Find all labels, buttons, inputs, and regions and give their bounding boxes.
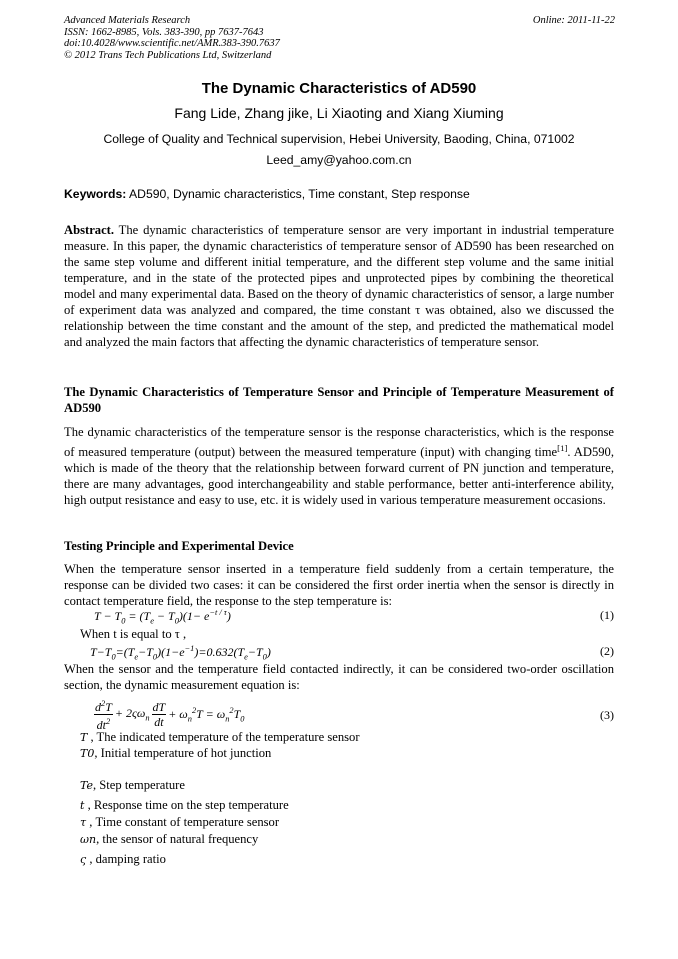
section1-heading: The Dynamic Characteristics of Temperature Sensor and Principle of Temperature Measurement of AD590 [64,385,614,415]
section2-heading: Testing Principle and Experimental Device [64,539,294,553]
symbol-T0: T0 [80,747,95,760]
abstract-label: Abstract. [64,223,115,237]
author-email: Leed_amy@yahoo.com.cn [266,153,412,167]
definition-T: T , The indicated temperature of the temperature sensor [80,730,360,744]
paper-authors: Fang Lide, Zhang jike, Li Xiaoting and Xiang Xiuming [174,105,504,121]
journal-header [64,15,280,61]
paper-affiliation: College of Quality and Technical supervision, Hebei University, Baoding, China, 071002 [103,132,575,146]
section1-text-b: . AD590, which is made of the theory that the relationship between forward current of PN junction and temperature, there are many advantages, good interchangeability and stable performance, better anti-interference ability, high output resistance and easy to use, etc. it is widely used in various temperature measurement occasions. [64,445,614,508]
when-tau-line: When t is equal to τ , [80,627,187,641]
section1-paragraph [64,424,614,508]
equation-1 [64,608,614,624]
symbol-tau: τ [80,816,87,829]
symbol-T: T [80,731,88,744]
symbol-t: t [80,799,85,812]
equation-2 [64,644,614,660]
symbol-zeta: ς [80,853,87,866]
definition-Te: Te, Step temperature [80,778,185,792]
journal-issn: ISSN: 1662-8985, Vols. 383-390, pp 7637-7643 [64,26,264,38]
symbol-Te: Te [80,779,93,792]
symbol-omega: ωn [80,833,97,846]
journal-doi: doi:10.4028/www.scientific.net/AMR.383-390.7637 [64,38,280,49]
definition-tau: τ , Time constant of temperature sensor [80,815,280,829]
definition-zeta: ς , damping ratio [80,852,166,866]
definition-t: t , Response time on the step temperature [80,798,289,812]
equation-1-number: (1) [600,608,614,622]
abstract-text: The dynamic characteristics of temperature sensor are very important in industrial temperature measure. In this paper, the dynamic characteristics of temperature sensor of AD590 has been researched on the same step volume and different initial temperature, and the different step volume and the same initial temperature, and in the state of the protected pipes and unprotected pipes by combining the theoretical model and many experimental data. Based on the theory of dynamic characteristics of sensor, a large number of experiment data was analyzed and compared, the time constant τ was obtained, also we discussed the relationship between the time constant and the amount of the step, and predicted the mathematical model and analyzed the main factors that affecting the dynamic characteristics of temperature sensor. [64,223,614,349]
keywords-text: AD590, Dynamic characteristics, Time constant, Step response [126,187,470,201]
equation-1-formula: $T - T_0 = (T_e - T_0)(1- e^{-t / \tau})$ [94,608,231,626]
equation-3-formula: $\frac{d^2T}{dt^2}$ + $2\varsigma\omega_n$ $\frac{dT}{dt}$ + $\omega_n^2T = \omega_n^2T_0$ [95,699,245,732]
keywords-line [64,187,616,201]
citation-ref: [1] [557,443,568,453]
section2-paragraph: When the temperature sensor inserted in a temperature field suddenly from a certain temperature, the response can be divided two cases: it can be considered the first order inertia when the sensor is directly in contact temperature field, the response to the step temperature is: [64,562,614,608]
journal-copyright: © 2012 Trans Tech Publications Ltd, Switzerland [64,49,272,61]
section2-paragraph-2: When the sensor and the temperature field contacted indirectly, it can be considered two-order oscillation section, the dynamic measurement equation is: [64,662,614,692]
equation-3-number: (3) [600,708,614,722]
equation-2-number: (2) [600,644,614,658]
equation-2-formula: $T-T_0=(T_e-T_0)(1-e^{-1})=0.632(T_e-T_0)$ [90,644,271,662]
section1-text-a: The dynamic characteristics of the temperature sensor is the response characteristics, which is the response of measured temperature (output) between the measured temperature (input) with changing time [64,425,614,460]
abstract-paragraph [64,222,614,350]
keywords-label: Keywords: [64,187,127,201]
journal-name: Advanced Materials Research [64,15,191,26]
paper-title: The Dynamic Characteristics of AD590 [201,80,477,97]
definition-T0: T0, Initial temperature of hot junction [80,746,272,760]
online-date: Online: 2011-11-22 [532,15,615,26]
definition-omega: ωn, the sensor of natural frequency [80,832,259,846]
